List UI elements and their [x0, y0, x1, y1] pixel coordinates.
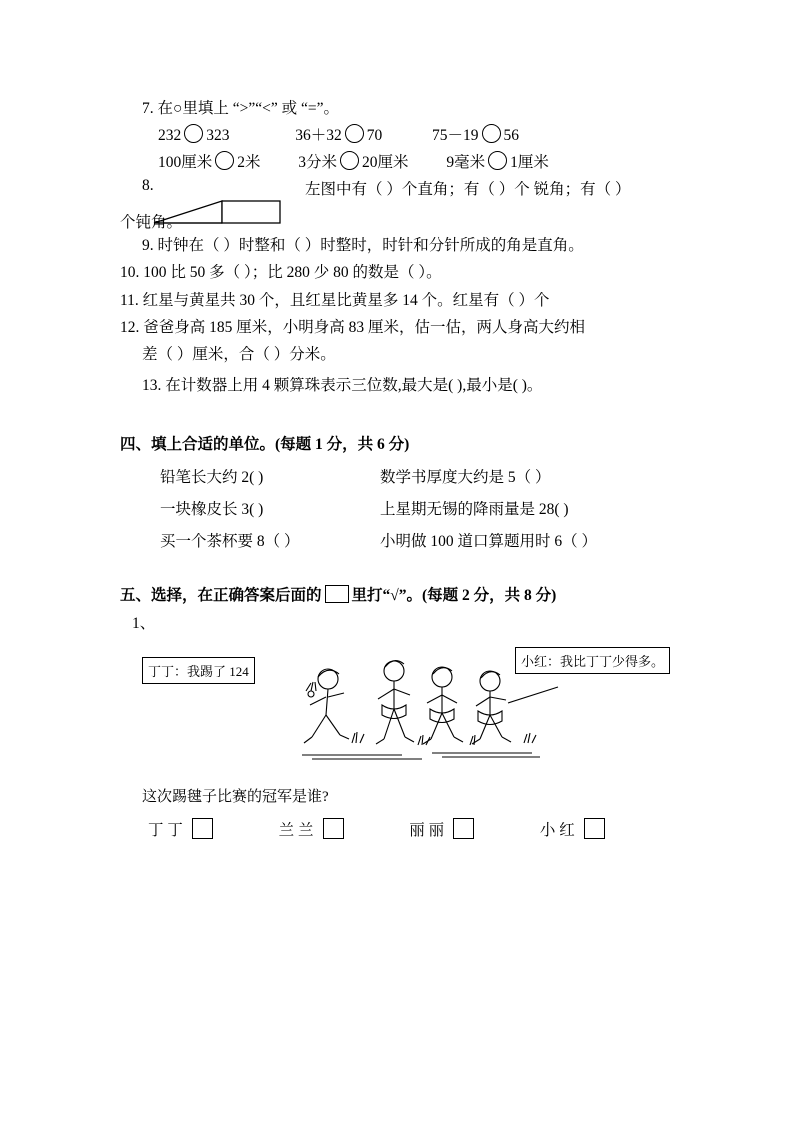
question-8-text: 左图中有（ ）个直角；有（ ）个 锐角；有（ ） [305, 181, 631, 199]
q7-r2-a-left: 100厘米 [158, 154, 213, 172]
unit-item-left: 铅笔长大约 2( ) [160, 468, 264, 486]
option-label-1: 兰 兰 [278, 822, 314, 840]
speech-bubble-left: 丁丁：我踢了 124 [142, 657, 255, 684]
q7-r2-b-right: 20厘米 [362, 154, 409, 172]
q7-r1-c-left: 75－19 [432, 127, 479, 145]
circle-blank[interactable] [184, 124, 203, 143]
option-label-0: 丁 丁 [148, 822, 183, 840]
section-five-question: 这次踢毽子比赛的冠军是谁? [142, 789, 329, 806]
children-playing-icon [282, 647, 562, 767]
section-four-row [120, 494, 680, 526]
option-checkbox-1[interactable] [323, 818, 344, 839]
q7-r2-c-right: 1厘米 [510, 154, 549, 172]
section-five-q1-label: 1、 [132, 615, 156, 633]
question-11: 11. 红星与黄星共 30 个，且红星比黄星多 14 个。红星有（ ）个 [120, 291, 550, 309]
q7-r2-c-left: 9毫米 [446, 154, 486, 172]
option-label-2: 丽 丽 [409, 822, 445, 840]
option-checkbox-2[interactable] [453, 818, 474, 839]
question-10: 10. 100 比 50 多（ ）；比 280 少 80 的数是（ ）。 [120, 264, 442, 282]
unit-item-left: 一块橡皮长 3( ) [160, 500, 264, 518]
circle-blank[interactable] [340, 151, 359, 170]
q7-r1-c-right: 56 [503, 127, 520, 145]
q7-r2-a-right: 2米 [237, 154, 261, 172]
circle-blank[interactable] [215, 151, 234, 170]
q7-r1-a-left: 232 [158, 127, 182, 145]
section-four-row [120, 462, 680, 494]
question-7-row-1 [120, 123, 680, 148]
section-four-row [120, 526, 680, 558]
section-five-options [120, 818, 680, 840]
circle-blank[interactable] [482, 124, 501, 143]
unit-item-right: 上星期无锡的降雨量是 28( ) [380, 500, 569, 518]
question-9: 9. 时钟在（ ）时整和（ ）时整时，时针和分针所成的角是直角。 [142, 237, 584, 255]
question-7-prompt: 7. 在○里填上 “>”“<” 或 “=”。 [142, 100, 339, 117]
q7-r2-b-left: 3分米 [298, 154, 338, 172]
question-7-row-2 [120, 150, 680, 175]
checkbox-icon [325, 585, 349, 603]
question-8-after: 个钝角。 [120, 214, 183, 232]
section-five-title [120, 583, 680, 605]
section-five-title-b: 里打“√”。(每题 2 分，共 8 分) [351, 587, 557, 605]
question-8-number: 8. [142, 177, 154, 195]
q7-r1-b-left: 36＋32 [295, 127, 342, 145]
option-checkbox-0[interactable] [192, 818, 213, 839]
question-12-line-1: 12. 爸爸身高 185 厘米，小明身高 83 厘米，估一估，两人身高大约相 [120, 318, 586, 336]
circle-blank[interactable] [488, 151, 507, 170]
section-five-title-a: 五、选择，在正确答案后面的 [120, 587, 322, 605]
option-checkbox-3[interactable] [584, 818, 605, 839]
q7-r1-a-right: 323 [206, 127, 230, 145]
q7-r1-b-right: 70 [366, 127, 383, 145]
unit-item-left: 买一个茶杯要 8（ ） [160, 532, 300, 550]
question-13: 13. 在计数器上用 4 颗算珠表示三位数,最大是( ),最小是( )。 [142, 376, 543, 394]
question-8 [120, 177, 680, 233]
unit-item-right: 数学书厚度大约是 5（ ） [380, 468, 551, 486]
question-12-line-2: 差（ ）厘米，合（ ）分米。 [142, 345, 336, 363]
unit-item-right: 小明做 100 道口算题用时 6（ ） [380, 532, 598, 550]
speech-bubble-right: 小红：我比丁丁少得多。 [515, 647, 670, 674]
kickshuttlecock-illustration [142, 639, 670, 771]
option-label-3: 小 红 [539, 822, 575, 840]
page-content [120, 96, 680, 840]
section-four-title: 四、填上合适的单位。(每题 1 分，共 6 分) [120, 435, 410, 453]
circle-blank[interactable] [345, 124, 364, 143]
